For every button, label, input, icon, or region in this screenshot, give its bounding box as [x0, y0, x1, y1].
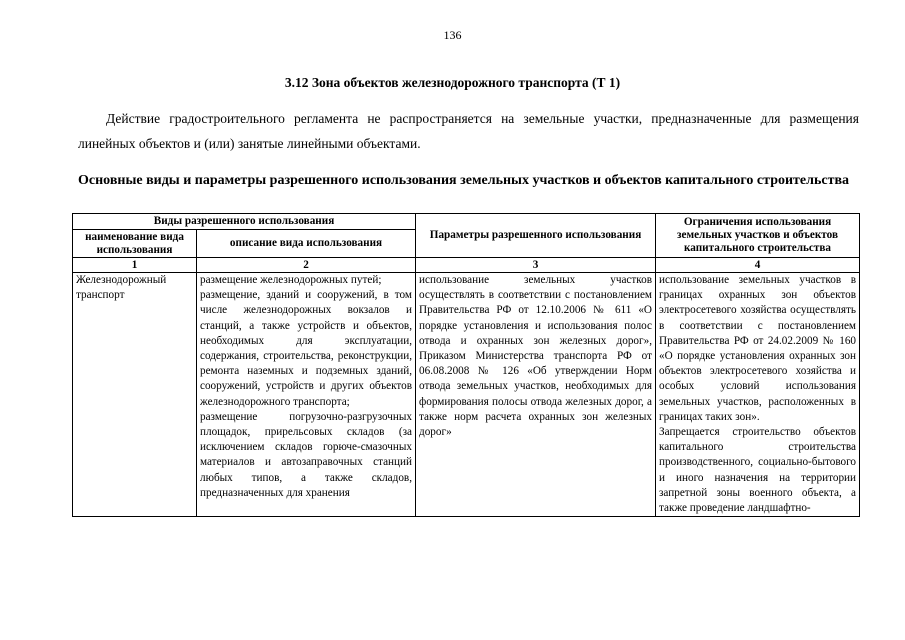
section-title: 3.12 Зона объектов железнодорожного транспорта (Т 1) — [284, 75, 621, 90]
table-header-row — [73, 214, 860, 230]
use-type-description-cell — [197, 273, 416, 517]
description-item: размещение, зданий и сооружений, в том числе железнодорожных вокзалов и станций, а также устройств и объектов, необходимых для эксплуатации, содержания, строительства, реконструкции, ремонта наземных и подземных зданий, сооружений, устройств и других объектов железнодорожного транспорта; — [200, 289, 413, 408]
use-type-name-cell: Железнодорожный транспорт — [73, 273, 197, 517]
permitted-use-table — [72, 213, 860, 517]
parameters-cell: использование земельных участков осуществлять в соответствии с постановлением Правительства РФ от 12.10.2006 № 611 «О порядке установления и использования полос отвода и охранных зон железных дорог», Приказом Министерства транспорта РФ от 06.08.2008 № 126 «Об утверждении Норм отвода земельных участков, необходимых для формирования полосы отвода железных дорог, а также норм расчета охранных зон железных дорог» — [416, 273, 656, 517]
restriction-item: использование земельных участков в границах охранных зон объектов электросетевого хозяйства осуществлять в соответствии с постановлением Правительства РФ от 24.02.2009 № 160 «О порядке установления охранных зон объектов электросетевого хозяйства и особых условий использования земельных участков, расположенных в границах таких зон». — [659, 274, 857, 423]
restriction-item: Запрещается строительство объектов капитального строительства производственного, социально-бытового и иного назначения на территории запретной зоны военного объекта, а также проведение ландшафтно- — [659, 426, 857, 515]
header-use-types-group: Виды разрешенного использования — [73, 214, 416, 230]
description-item: размещение железнодорожных путей; — [200, 274, 382, 286]
header-use-type-description: описание вида использования — [197, 230, 416, 258]
restrictions-cell — [656, 273, 860, 517]
header-use-type-name: наименование вида использования — [73, 230, 197, 258]
table-row — [73, 273, 860, 517]
column-number-row — [73, 258, 860, 273]
header-restrictions: Ограничения использования земельных участков и объектов капитального строительства — [656, 214, 860, 258]
intro-paragraph: Действие градостроительного регламента не распространяется на земельные участки, предназначенные для размещения линейных объектов и (или) занятые линейными объектами. — [78, 111, 859, 151]
table-heading: Основные виды и параметры разрешенного использования земельных участков и объектов капитального строительства — [78, 173, 850, 188]
column-number: 1 — [73, 258, 197, 273]
column-number: 4 — [656, 258, 860, 273]
description-item: размещение погрузочно-разгрузочных площадок, прирельсовых складов (за исключением складов горюче-смазочных материалов и автозаправочных станций любых типов, а также складов, предназначенных для хранения — [200, 410, 413, 499]
page-number: 136 — [443, 28, 462, 42]
column-number: 3 — [416, 258, 656, 273]
header-permitted-parameters: Параметры разрешенного использования — [416, 214, 656, 258]
column-number: 2 — [197, 258, 416, 273]
